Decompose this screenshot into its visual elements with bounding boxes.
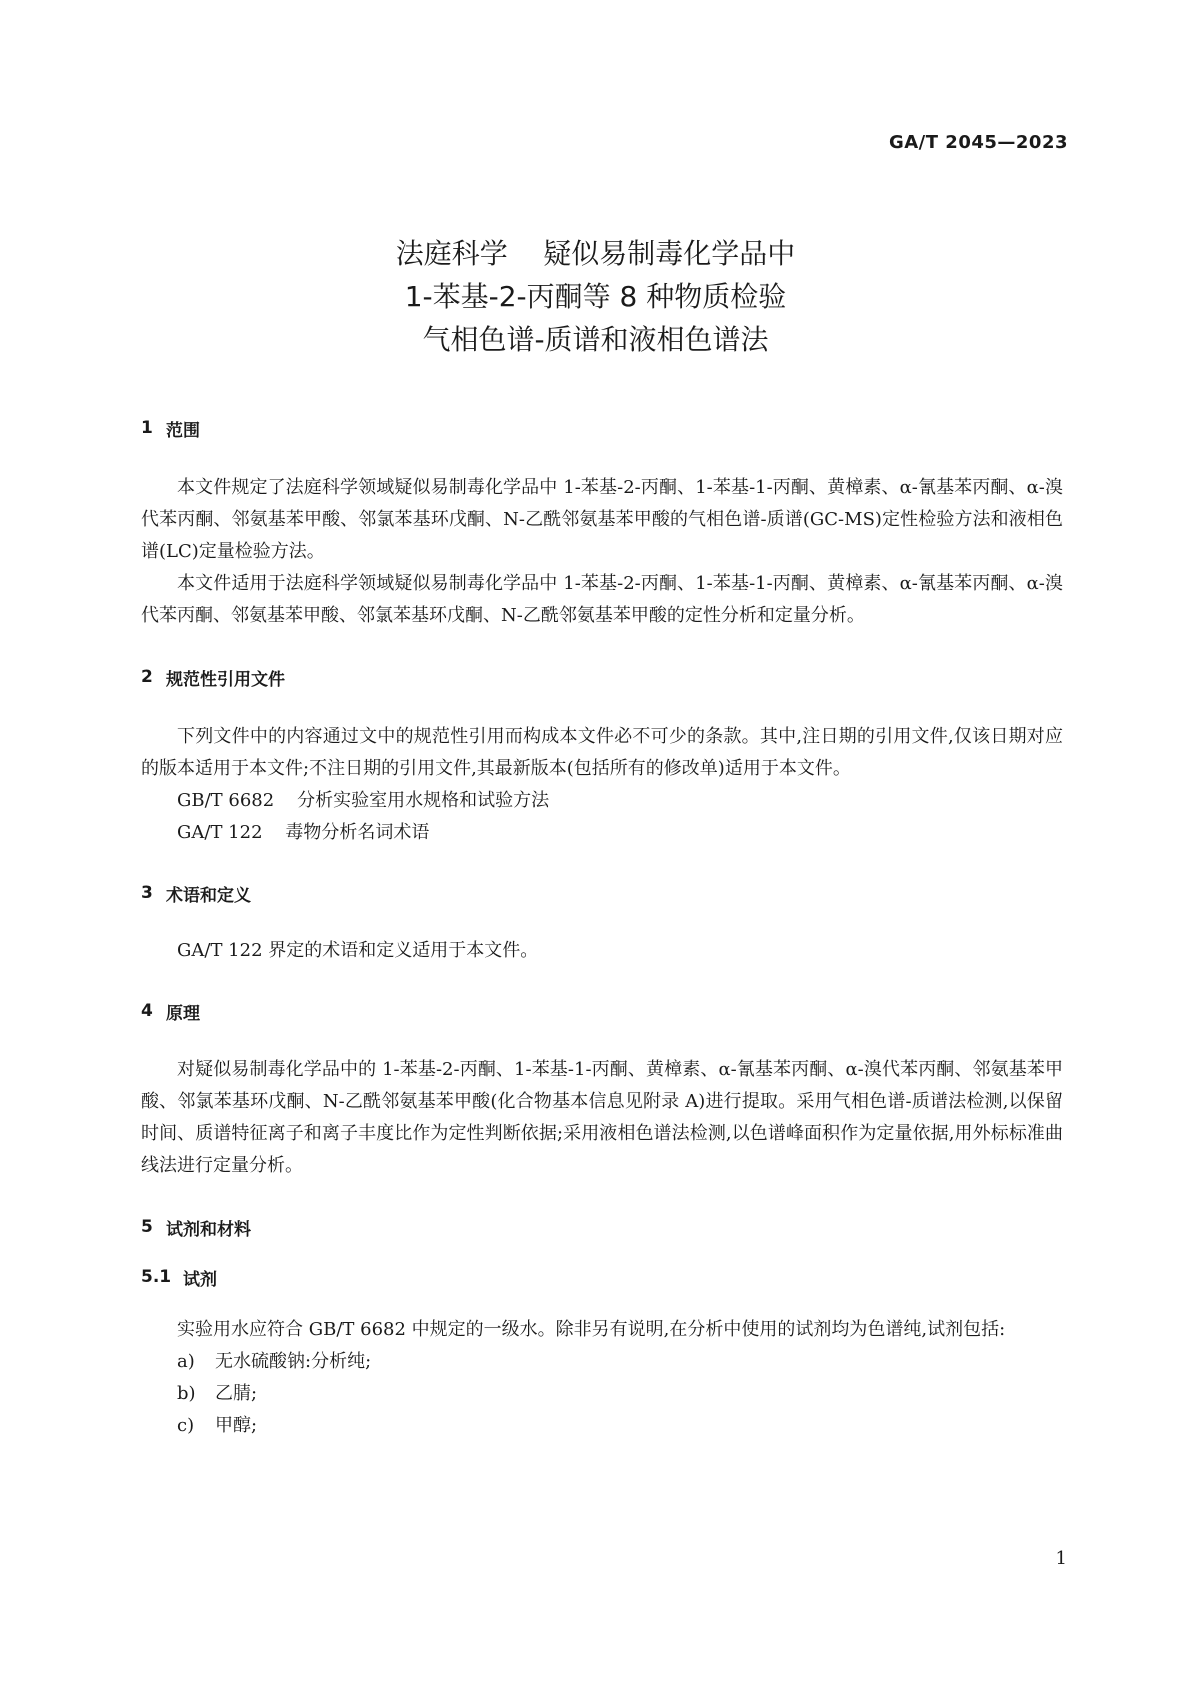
paragraph: 对疑似易制毒化学品中的 1-苯基-2-丙酮、1-苯基-1-丙酮、黄樟素、α-氰基苯丙酮、α-溴代苯丙酮、邻氨基苯甲酸、邻氯苯基环戊酮、N-乙酰邻氨基苯甲酸(化合物基本信息见附录 A)进行提取。采用气相色谱-质谱法检测,以保留时间、质谱特征离子和离子丰度比作为定性判断依据;采用液相色谱法检测,以色谱峰面积作为定量依据,用外标标准曲线法进行定量分析。 <box>141 1059 1063 1176</box>
title-line-1: 法庭科学 疑似易制毒化学品中 <box>395 237 796 270</box>
document-body <box>141 415 1063 1442</box>
document-title <box>0 232 1191 361</box>
section-3-heading <box>141 880 1063 906</box>
list-text: 乙腈; <box>215 1383 258 1404</box>
section-number: 4 <box>141 1001 153 1021</box>
section-4-heading <box>141 998 1063 1024</box>
standard-code: GA/T 2045—2023 <box>888 132 1068 153</box>
page-number: 1 <box>1055 1548 1067 1569</box>
paragraph: 实验用水应符合 GB/T 6682 中规定的一级水。除非另有说明,在分析中使用的试剂均为色谱纯,试剂包括: <box>177 1319 1006 1340</box>
section-title: 试剂和材料 <box>166 1219 251 1240</box>
section-5-heading <box>141 1214 1063 1240</box>
list-label: a) <box>177 1351 195 1372</box>
section-number: 5 <box>141 1217 153 1237</box>
paragraph: 本文件适用于法庭科学领域疑似易制毒化学品中 1-苯基-2-丙酮、1-苯基-1-丙酮、黄樟素、α-氰基苯丙酮、α-溴代苯丙酮、邻氨基苯甲酸、邻氯苯基环戊酮、N-乙酰邻氨基苯甲酸的定性分析和定量分析。 <box>141 573 1063 626</box>
list-text: 甲醇; <box>215 1415 258 1436</box>
section-title: 原理 <box>166 1003 200 1024</box>
title-line-2: 1-苯基-2-丙酮等 8 种物质检验 <box>404 280 787 313</box>
subsection-title: 试剂 <box>183 1269 217 1290</box>
title-line-3: 气相色谱-质谱和液相色谱法 <box>422 323 769 356</box>
section-title: 规范性引用文件 <box>166 669 285 690</box>
normative-reference: GB/T 6682 分析实验室用水规格和试验方法 <box>177 790 550 811</box>
paragraph: 下列文件中的内容通过文中的规范性引用而构成本文件必不可少的条款。其中,注日期的引用文件,仅该日期对应的版本适用于本文件;不注日期的引用文件,其最新版本(包括所有的修改单)适用于本文件。 <box>141 726 1063 779</box>
section-number: 1 <box>141 418 153 438</box>
paragraph: 本文件规定了法庭科学领域疑似易制毒化学品中 1-苯基-2-丙酮、1-苯基-1-丙酮、黄樟素、α-氰基苯丙酮、α-溴代苯丙酮、邻氨基苯甲酸、邻氯苯基环戊酮、N-乙酰邻氨基苯甲酸的气相色谱-质谱(GC-MS)定性检验方法和液相色谱(LC)定量检验方法。 <box>141 477 1063 562</box>
list-item <box>141 1378 1063 1410</box>
subsection-number: 5.1 <box>141 1267 172 1287</box>
list-text: 无水硫酸钠:分析纯; <box>215 1351 372 1372</box>
section-title: 范围 <box>166 420 200 441</box>
section-1-heading <box>141 415 1063 441</box>
section-title: 术语和定义 <box>166 885 251 906</box>
subsection-5-1-heading <box>141 1264 1063 1290</box>
section-2-heading <box>141 664 1063 690</box>
section-number: 2 <box>141 667 153 687</box>
paragraph: GA/T 122 界定的术语和定义适用于本文件。 <box>177 940 539 961</box>
list-item <box>141 1410 1063 1442</box>
normative-reference: GA/T 122 毒物分析名词术语 <box>177 822 430 843</box>
list-label: c) <box>177 1415 195 1436</box>
list-label: b) <box>177 1383 196 1404</box>
list-item <box>141 1346 1063 1378</box>
section-number: 3 <box>141 883 153 903</box>
